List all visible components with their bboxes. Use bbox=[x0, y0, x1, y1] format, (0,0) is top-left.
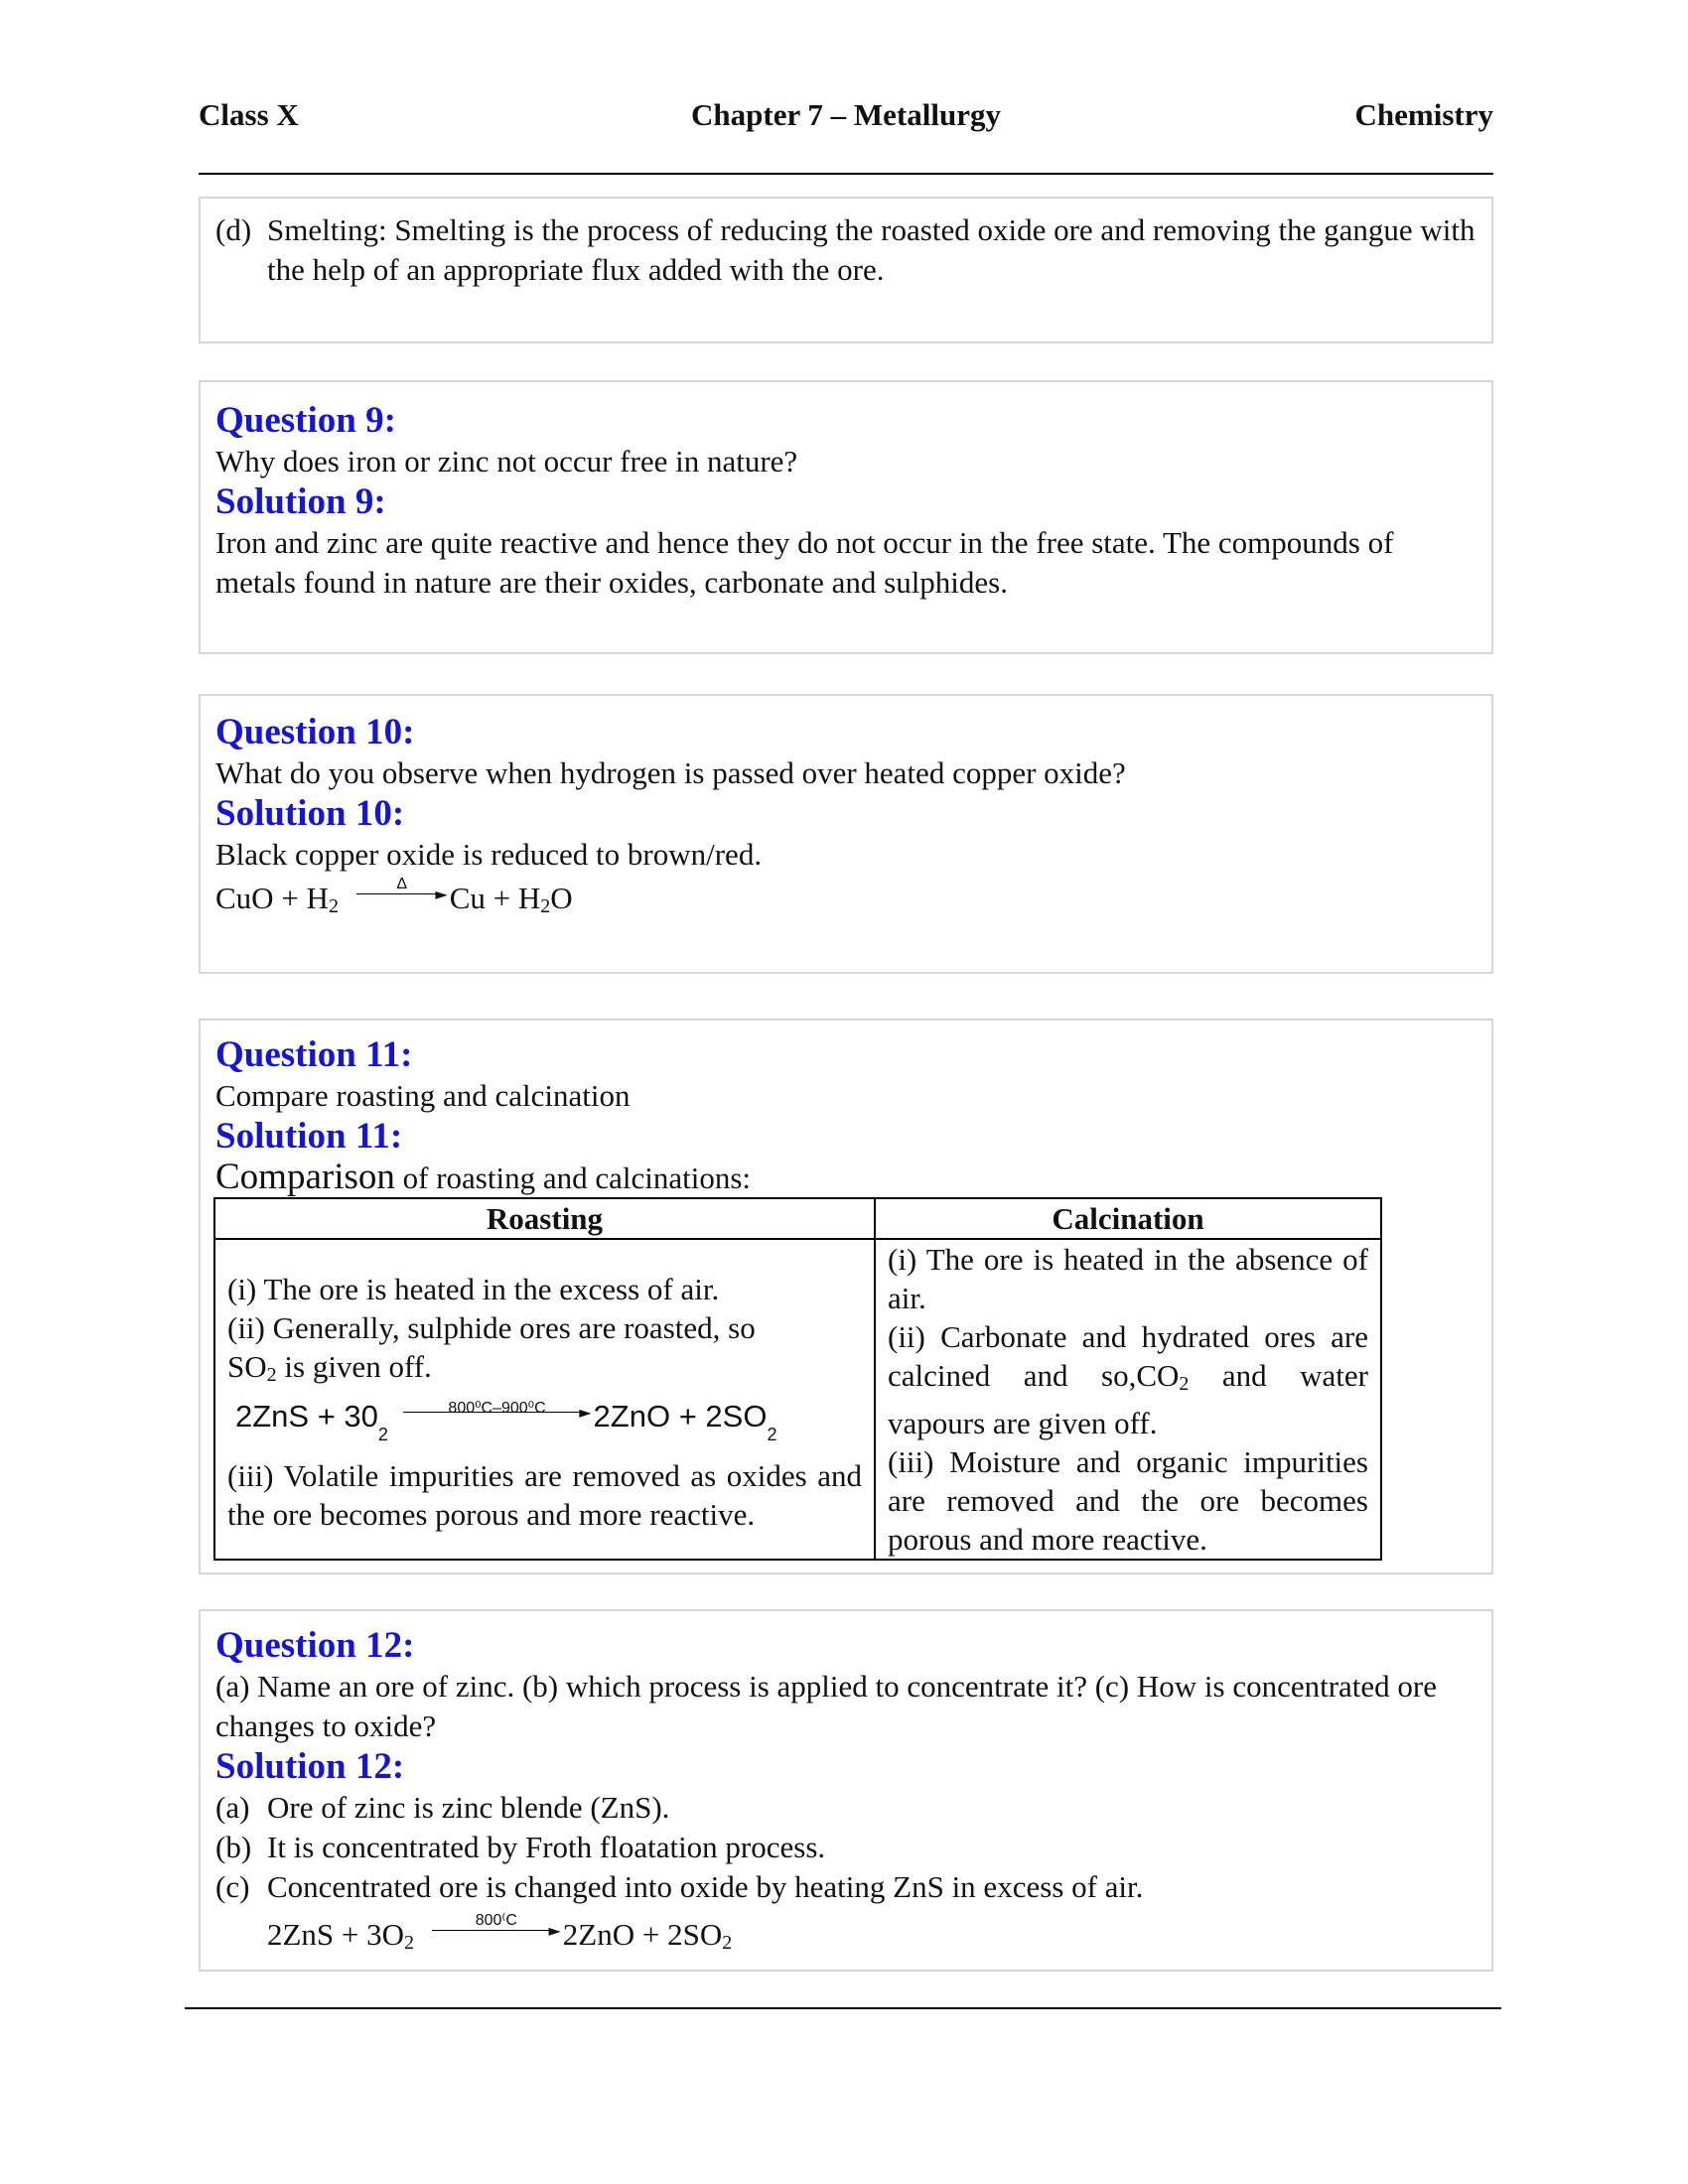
eq10-rhs-sub: 2 bbox=[540, 895, 551, 917]
reaction-arrow-icon: Δ ► bbox=[356, 885, 448, 904]
reaction-arrow-icon: 800⁽C ► bbox=[432, 1921, 561, 1941]
smelting-text: Smelting: Smelting is the process of reducing the roasted oxide ore and removing the gangue with the help of an appropriate flux added with the ore. bbox=[267, 212, 1476, 287]
question-12-box bbox=[199, 1609, 1493, 1972]
calcination-point-1: (i) The ore is heated in the absence of air. bbox=[888, 1242, 1368, 1315]
header-chapter: Chapter 7 – Metallurgy bbox=[691, 97, 1001, 132]
table-row bbox=[214, 1239, 1381, 1560]
eq12-condition: 800⁽C bbox=[475, 1912, 517, 1929]
reaction-equation-12 bbox=[215, 1912, 1481, 1963]
reaction-equation-10 bbox=[215, 876, 1481, 926]
question-9-title: Question 9: bbox=[215, 400, 396, 441]
smelting-box bbox=[199, 197, 1493, 343]
roasting-point-2: (ii) Generally, sulphide ores are roasted, so bbox=[227, 1310, 756, 1345]
header-divider bbox=[199, 173, 1493, 175]
list-item bbox=[215, 1828, 1481, 1867]
smelting-item bbox=[215, 210, 1506, 290]
question-9-text: Why does iron or zinc not occur free in nature? bbox=[215, 444, 798, 478]
question-11-title: Question 11: bbox=[215, 1034, 413, 1075]
solution-12-title: Solution 12: bbox=[215, 1746, 405, 1787]
col-header-roasting: Roasting bbox=[214, 1198, 875, 1239]
col-header-calcination: Calcination bbox=[875, 1198, 1381, 1239]
calcination-co2-sub: 2 bbox=[1179, 1373, 1190, 1395]
list-text: Ore of zinc is zinc blende (ZnS). bbox=[267, 1790, 670, 1825]
table-header-row bbox=[214, 1198, 1381, 1239]
calcination-point-3: (iii) Moisture and organic impurities are removed and the ore becomes porous and more reactive. bbox=[888, 1444, 1368, 1557]
smelting-marker: (d) bbox=[215, 212, 252, 247]
list-text: It is concentrated by Froth floatation process. bbox=[267, 1830, 826, 1864]
calcination-p2-end: and water vapours are given off. bbox=[888, 1358, 1368, 1440]
eq12-lhs-sub: 2 bbox=[404, 1932, 415, 1954]
solution-10-text: Black copper oxide is reduced to brown/red. bbox=[215, 837, 763, 872]
roasting-cell bbox=[214, 1239, 875, 1560]
list-text: Concentrated ore is changed into oxide by heating ZnS in excess of air. bbox=[267, 1869, 1144, 1904]
footer-divider bbox=[185, 2007, 1501, 2009]
list-marker: (c) bbox=[215, 1869, 250, 1904]
eq10-rhs-end: O bbox=[550, 881, 573, 915]
list-marker: (b) bbox=[215, 1830, 252, 1864]
question-12-title: Question 12: bbox=[215, 1625, 415, 1666]
solution-9-text: Iron and zinc are quite reactive and hence they do not occur in the free state. The compounds of metals found in nature are their oxides, carbonate and sulphides. bbox=[215, 525, 1394, 600]
solution-10-title: Solution 10: bbox=[215, 793, 405, 834]
question-10-box bbox=[199, 694, 1493, 974]
solution-9-title: Solution 9: bbox=[215, 481, 386, 522]
roasting-eq-condition: 800⁰C–900⁰C bbox=[448, 1400, 546, 1417]
calcination-cell bbox=[875, 1239, 1381, 1560]
eq10-lhs: CuO + H bbox=[215, 881, 329, 915]
calcination-point-2 bbox=[888, 1317, 1368, 1442]
header-class: Class X bbox=[199, 97, 299, 132]
reaction-arrow-icon: 800⁰C–900⁰C ► bbox=[403, 1403, 592, 1423]
roasting-given-off: is given off. bbox=[276, 1349, 432, 1384]
roasting-so2: SO bbox=[227, 1349, 267, 1384]
page-header bbox=[199, 97, 1493, 147]
eq12-lhs: 2ZnS + 3O bbox=[267, 1917, 405, 1952]
eq10-rhs: Cu + H bbox=[449, 881, 541, 915]
question-9-box bbox=[199, 380, 1493, 654]
list-item bbox=[215, 1788, 1481, 1828]
eq12-rhs: 2ZnO + 2SO bbox=[562, 1917, 723, 1952]
question-11-text: Compare roasting and calcination bbox=[215, 1078, 631, 1113]
roasting-eq-rhs: 2ZnO + 2SO bbox=[593, 1399, 768, 1433]
comparison-table bbox=[213, 1197, 1382, 1561]
header-subject: Chemistry bbox=[1354, 97, 1493, 132]
comparison-intro-rest: of roasting and calcinations: bbox=[394, 1160, 752, 1195]
roasting-so2-sub: 2 bbox=[266, 1364, 277, 1386]
roasting-point-4: (iii) Volatile impurities are removed as oxides and the ore becomes porous and more reactive. bbox=[227, 1458, 862, 1532]
calcination-p2-text: (ii) Carbonate and hydrated ores are calcined and so,CO bbox=[888, 1319, 1368, 1393]
list-marker: (a) bbox=[215, 1790, 250, 1825]
roasting-eq-rhs-sub: 2 bbox=[767, 1425, 777, 1444]
roasting-equation bbox=[227, 1395, 862, 1456]
solution-11-title: Solution 11: bbox=[215, 1116, 403, 1157]
eq12-rhs-sub: 2 bbox=[722, 1932, 733, 1954]
roasting-eq-lhs: 2ZnS + 30 bbox=[235, 1399, 378, 1433]
eq10-lhs-sub: 2 bbox=[328, 895, 339, 917]
list-item bbox=[215, 1867, 1481, 1907]
question-10-title: Question 10: bbox=[215, 712, 415, 752]
comparison-intro-big: Comparison bbox=[215, 1157, 395, 1197]
eq10-condition: Δ bbox=[396, 876, 408, 892]
question-10-text: What do you observe when hydrogen is passed over heated copper oxide? bbox=[215, 755, 1126, 790]
question-12-text: (a) Name an ore of zinc. (b) which process is applied to concentrate it? (c) How is concentrated ore changes to oxide? bbox=[215, 1669, 1437, 1743]
roasting-eq-lhs-sub: 2 bbox=[377, 1425, 388, 1444]
roasting-point-1: (i) The ore is heated in the excess of air. bbox=[227, 1272, 720, 1306]
